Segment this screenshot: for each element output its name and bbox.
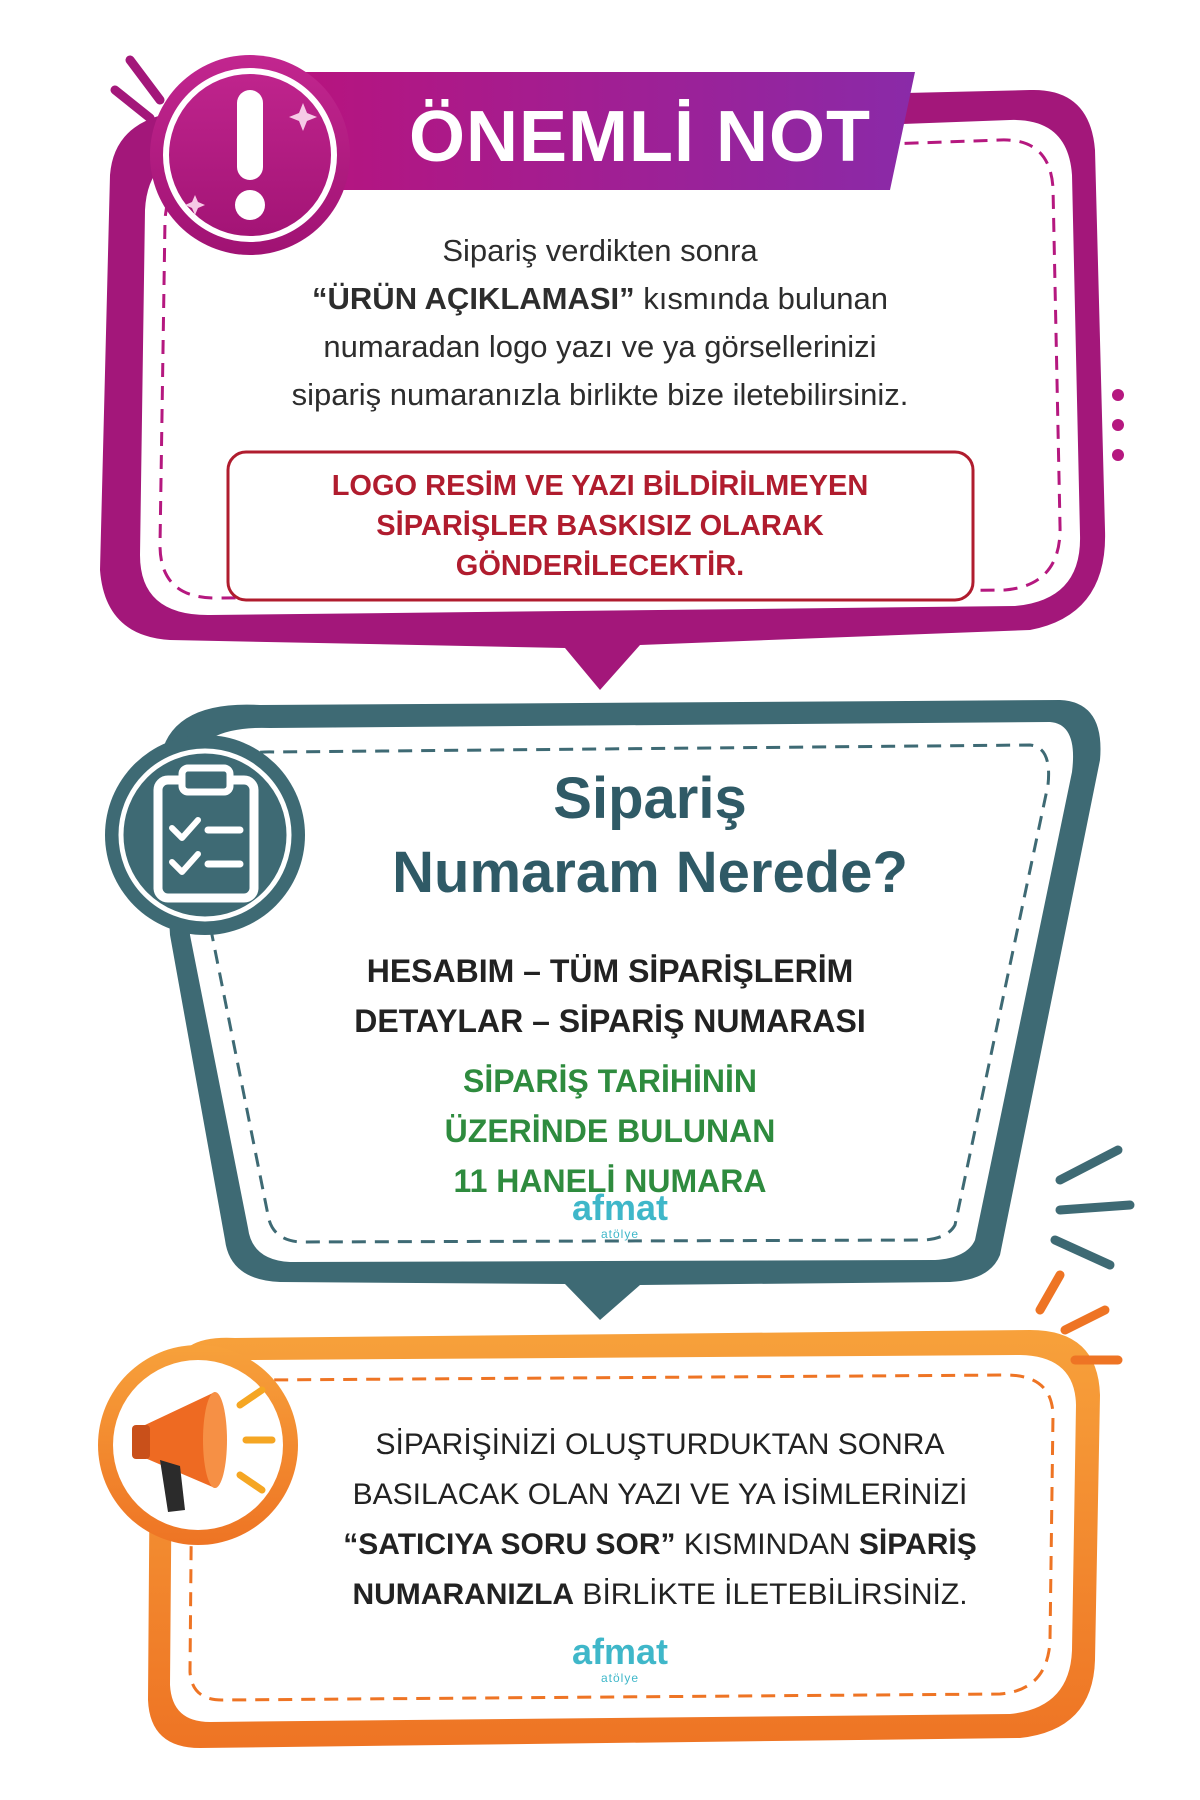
important-note-title: ÖNEMLİ NOT bbox=[409, 97, 871, 177]
important-note-line-1: Sipariş verdikten sonra bbox=[442, 233, 758, 268]
important-note-line-3: numaradan logo yazı ve ya görsellerinizi bbox=[323, 329, 877, 364]
step-line-2: DETAYLAR – SİPARİŞ NUMARASI bbox=[354, 1003, 866, 1039]
important-note-text bbox=[200, 227, 1000, 419]
highlight-line-1: SİPARİŞ TARİHİNİN bbox=[463, 1063, 757, 1099]
seller-line-3-mid: KISMINDAN bbox=[675, 1528, 859, 1561]
highlight-line-3: 11 HANELİ NUMARA bbox=[453, 1163, 767, 1199]
brand-tagline-bottom: atölye bbox=[600, 1671, 640, 1685]
brand-name: afmat bbox=[571, 1187, 669, 1228]
important-note-line-4: sipariş numaranızla birlikte bize iletebilirsiniz. bbox=[291, 377, 909, 412]
brand-logo bbox=[530, 1188, 710, 1240]
order-word: SİPARİŞ bbox=[858, 1528, 977, 1561]
brand-name-bottom: afmat bbox=[571, 1631, 669, 1672]
order-number-word: NUMARANIZLA bbox=[352, 1578, 575, 1611]
warning-line-2: SİPARİŞLER BASKISIZ OLARAK bbox=[376, 510, 824, 542]
question-line-1: Sipariş bbox=[553, 766, 747, 831]
ask-seller-label: “SATICIYA SORU SOR” bbox=[343, 1528, 676, 1561]
brand-tagline: atölye bbox=[600, 1227, 640, 1241]
seller-line-2: BASILACAK OLAN YAZI VE YA İSİMLERİNİZİ bbox=[352, 1478, 968, 1511]
important-note-line-2: kısmında bulunan bbox=[634, 281, 888, 316]
warning-line-3: GÖNDERİLECEKTİR. bbox=[455, 550, 745, 582]
megaphone-icon bbox=[98, 1345, 298, 1545]
seller-line-4: BİRLİKTE İLETEBİLİRSİNİZ. bbox=[574, 1578, 968, 1611]
order-number-steps bbox=[260, 946, 960, 1046]
order-number-highlight bbox=[260, 1056, 960, 1206]
clipboard-checklist-icon bbox=[105, 735, 305, 935]
order-number-question bbox=[300, 762, 1000, 910]
seller-line-1: SİPARİŞİNİZİ OLUŞTURDUKTAN SONRA bbox=[375, 1428, 945, 1461]
highlight-line-2: ÜZERİNDE BULUNAN bbox=[444, 1113, 776, 1149]
warning-text bbox=[240, 466, 960, 586]
seller-question-text bbox=[300, 1420, 1020, 1620]
step-line-1: HESABIM – TÜM SİPARİŞLERİM bbox=[366, 953, 854, 989]
warning-line-1: LOGO RESİM VE YAZI BİLDİRİLMEYEN bbox=[331, 470, 869, 502]
question-line-2: Numaram Nerede? bbox=[392, 840, 908, 905]
brand-logo-bottom bbox=[530, 1632, 710, 1684]
product-description-label: “ÜRÜN AÇIKLAMASI” bbox=[312, 281, 635, 316]
